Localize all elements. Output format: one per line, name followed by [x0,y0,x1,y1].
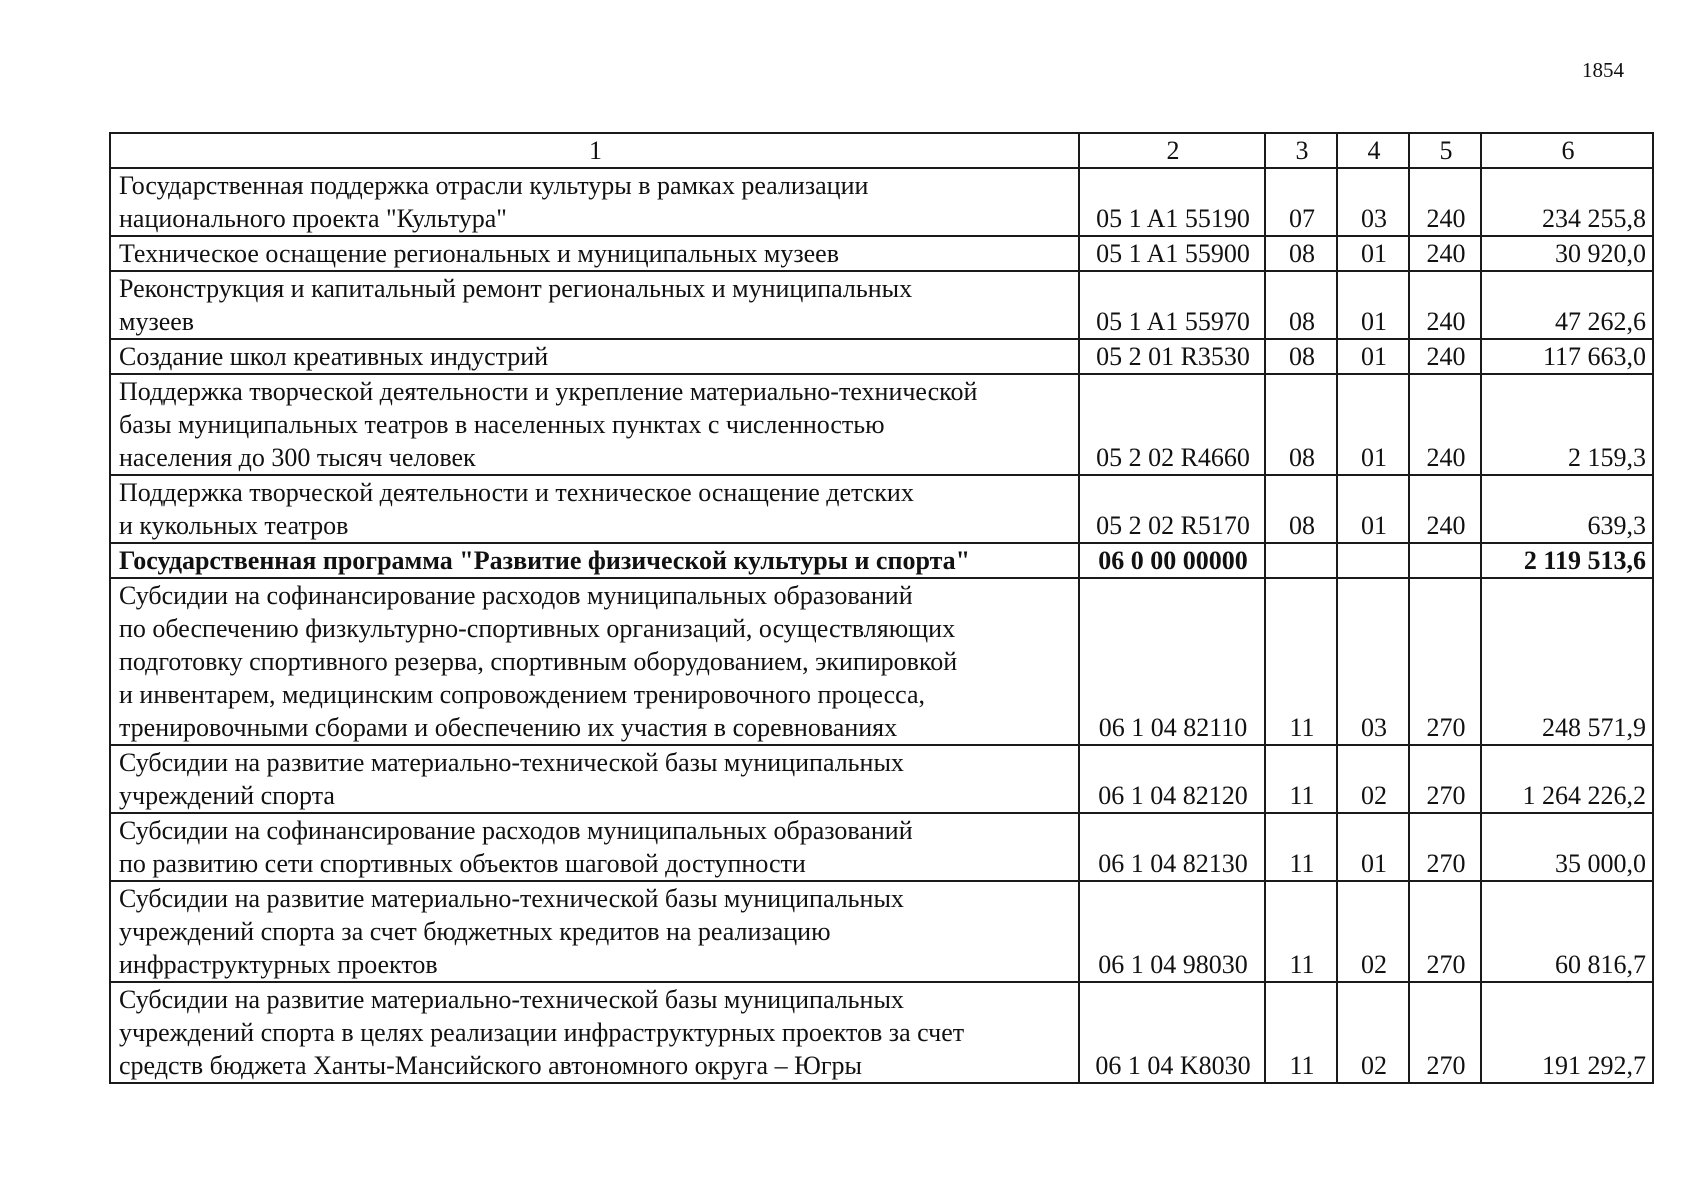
row-section-cell: 08 [1265,339,1337,374]
header-cell-5: 5 [1409,133,1481,168]
row-code-cell: 06 1 04 82120 [1079,745,1265,813]
row-section-cell: 08 [1265,236,1337,271]
row-amount-cell: 1 264 226,2 [1481,745,1653,813]
header-cell-3: 3 [1265,133,1337,168]
row-subsection-cell: 01 [1337,374,1409,475]
row-name-cell: Государственная программа "Развитие физической культуры и спорта" [110,543,1079,578]
row-amount-cell: 2 159,3 [1481,374,1653,475]
table-row [110,982,1653,1083]
row-expense-type-cell: 270 [1409,813,1481,881]
table-row [110,578,1653,745]
header-cell-4: 4 [1337,133,1409,168]
row-name-cell: Субсидии на развитие материально-технической базы муниципальных учреждений спорта [110,745,1079,813]
row-name-cell: Государственная поддержка отрасли культуры в рамках реализации национального проекта "Культура" [110,168,1079,236]
row-name-cell: Субсидии на развитие материально-технической базы муниципальных учреждений спорта за счет бюджетных кредитов на реализацию инфраструктурных проектов [110,881,1079,982]
row-subsection-cell: 02 [1337,881,1409,982]
row-subsection-cell: 02 [1337,982,1409,1083]
row-section-cell: 07 [1265,168,1337,236]
row-name-cell: Поддержка творческой деятельности и укрепление материально-технической базы муниципальных театров в населенных пунктах с численностью населения до 300 тысяч человек [110,374,1079,475]
row-subsection-cell: 02 [1337,745,1409,813]
row-code-cell: 06 0 00 00000 [1079,543,1265,578]
table-row [110,236,1653,271]
row-section-cell: 08 [1265,271,1337,339]
row-expense-type-cell: 270 [1409,982,1481,1083]
row-code-cell: 05 1 A1 55900 [1079,236,1265,271]
row-code-cell: 05 1 A1 55970 [1079,271,1265,339]
row-amount-cell: 35 000,0 [1481,813,1653,881]
budget-table [109,132,1654,1084]
row-code-cell: 05 2 02 R4660 [1079,374,1265,475]
row-subsection-cell [1337,543,1409,578]
table-row [110,374,1653,475]
table-row [110,475,1653,543]
row-name-cell: Субсидии на софинансирование расходов муниципальных образований по развитию сети спортивных объектов шаговой доступности [110,813,1079,881]
row-expense-type-cell: 240 [1409,374,1481,475]
row-section-cell: 11 [1265,881,1337,982]
table-row [110,543,1653,578]
row-amount-cell: 248 571,9 [1481,578,1653,745]
row-section-cell: 08 [1265,475,1337,543]
row-section-cell [1265,543,1337,578]
table-row [110,745,1653,813]
row-code-cell: 06 1 04 98030 [1079,881,1265,982]
row-amount-cell: 639,3 [1481,475,1653,543]
row-expense-type-cell: 240 [1409,236,1481,271]
row-name-cell: Реконструкция и капитальный ремонт региональных и муниципальных музеев [110,271,1079,339]
header-cell-2: 2 [1079,133,1265,168]
page-number: 1854 [1582,58,1624,82]
row-expense-type-cell: 270 [1409,881,1481,982]
row-amount-cell: 191 292,7 [1481,982,1653,1083]
table-row [110,813,1653,881]
row-amount-cell: 30 920,0 [1481,236,1653,271]
header-cell-6: 6 [1481,133,1653,168]
row-subsection-cell: 01 [1337,475,1409,543]
row-expense-type-cell: 240 [1409,339,1481,374]
row-code-cell: 06 1 04 82130 [1079,813,1265,881]
row-name-cell: Техническое оснащение региональных и муниципальных музеев [110,236,1079,271]
row-name-cell: Субсидии на развитие материально-технической базы муниципальных учреждений спорта в целях реализации инфраструктурных проектов за счет средств бюджета Ханты-Мансийского автономного округа – Югры [110,982,1079,1083]
row-section-cell: 08 [1265,374,1337,475]
row-code-cell: 06 1 04 K8030 [1079,982,1265,1083]
table-row [110,881,1653,982]
row-code-cell: 06 1 04 82110 [1079,578,1265,745]
row-name-cell: Создание школ креативных индустрий [110,339,1079,374]
row-section-cell: 11 [1265,578,1337,745]
row-name-cell: Субсидии на софинансирование расходов муниципальных образований по обеспечению физкультурно-спортивных организаций, осуществляющих подготовку спортивного резерва, спортивным оборудованием, экипировкой и инвентарем, медицинским сопровождением тренировочного процесса, тренировочными сборами и обеспечению их участия в соревнованиях [110,578,1079,745]
row-subsection-cell: 01 [1337,236,1409,271]
row-expense-type-cell [1409,543,1481,578]
row-subsection-cell: 01 [1337,339,1409,374]
row-section-cell: 11 [1265,982,1337,1083]
row-amount-cell: 2 119 513,6 [1481,543,1653,578]
row-code-cell: 05 1 A1 55190 [1079,168,1265,236]
row-subsection-cell: 01 [1337,813,1409,881]
row-code-cell: 05 2 01 R3530 [1079,339,1265,374]
table-row [110,339,1653,374]
row-subsection-cell: 03 [1337,578,1409,745]
row-amount-cell: 234 255,8 [1481,168,1653,236]
row-expense-type-cell: 240 [1409,271,1481,339]
row-expense-type-cell: 270 [1409,745,1481,813]
row-code-cell: 05 2 02 R5170 [1079,475,1265,543]
row-amount-cell: 60 816,7 [1481,881,1653,982]
header-cell-1: 1 [110,133,1079,168]
row-subsection-cell: 03 [1337,168,1409,236]
row-amount-cell: 47 262,6 [1481,271,1653,339]
row-subsection-cell: 01 [1337,271,1409,339]
row-section-cell: 11 [1265,745,1337,813]
row-amount-cell: 117 663,0 [1481,339,1653,374]
table-row [110,168,1653,236]
table-row [110,271,1653,339]
row-name-cell: Поддержка творческой деятельности и техническое оснащение детских и кукольных театров [110,475,1079,543]
table-header-row [110,133,1653,168]
row-section-cell: 11 [1265,813,1337,881]
row-expense-type-cell: 240 [1409,168,1481,236]
row-expense-type-cell: 270 [1409,578,1481,745]
row-expense-type-cell: 240 [1409,475,1481,543]
